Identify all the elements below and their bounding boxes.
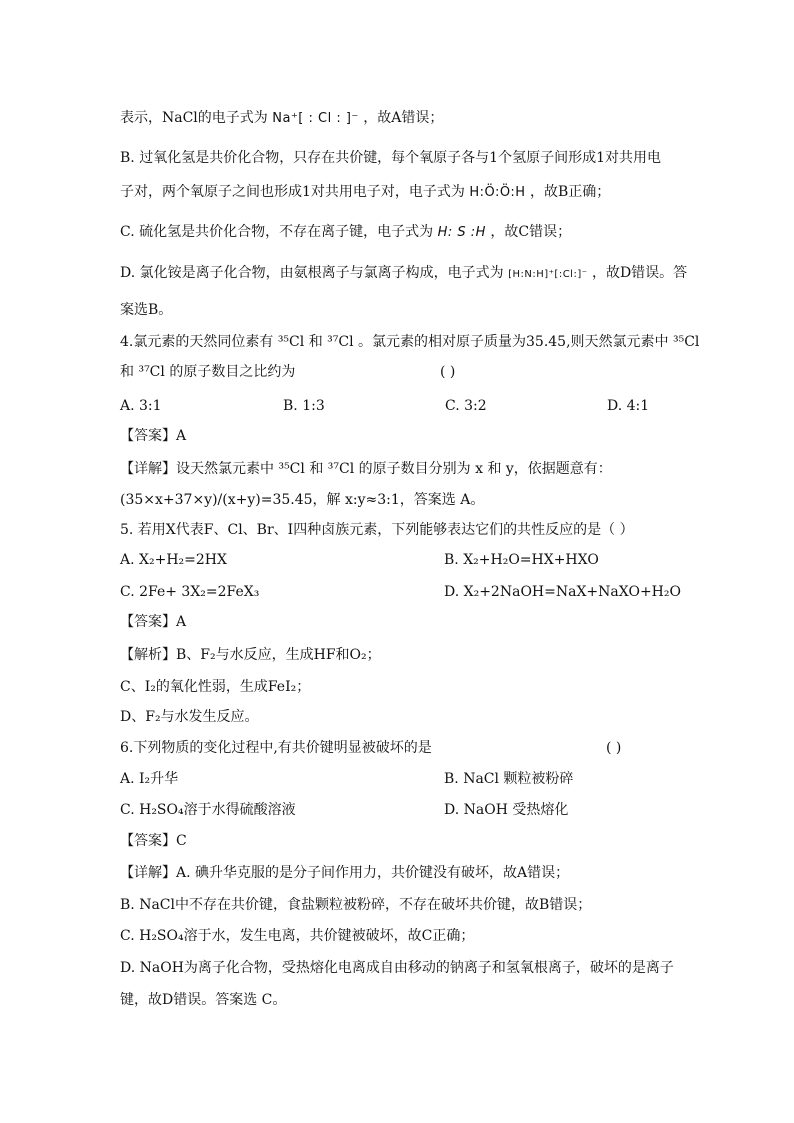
q5-analysis-d: D、F₂与水发生反应。 bbox=[120, 709, 259, 725]
q6-detail-a: 【详解】A. 碘升华克服的是分子间作用力，共价键没有破坏，故A错误； bbox=[120, 865, 570, 881]
text: ，故D错误。答 bbox=[591, 265, 688, 281]
q6-option-d: D. NaOH 受热熔化 bbox=[444, 802, 569, 818]
text: ，故B正确； bbox=[530, 184, 611, 200]
q6-answer: 【答案】C bbox=[120, 833, 187, 849]
q5-analysis-b: 【解析】B、F₂与水反应，生成HF和O₂； bbox=[120, 647, 381, 663]
q5-option-d: D. X₂+2NaOH=NaX+NaXO+H₂O bbox=[444, 584, 681, 600]
q4-answer: 【答案】A bbox=[120, 428, 187, 444]
nh4cl-electron-formula: [H:N:H]⁺[:Cl:]⁻ bbox=[508, 269, 588, 280]
text: 和 bbox=[120, 364, 134, 380]
line-b1: B. 过氧化氢是共价化合物，只存在共价键，每个氧原子各与1个氢原子间形成1对共用电 bbox=[120, 150, 662, 166]
text: 和 bbox=[309, 461, 324, 477]
q5-option-a: A. X₂+H₂=2HX bbox=[120, 552, 227, 568]
h2s-electron-formula: H: S :H bbox=[437, 225, 486, 240]
text: ，故A错误； bbox=[363, 110, 444, 126]
text: C. 硫化氢是共价化合物，不存在离子键，电子式为 bbox=[120, 224, 434, 240]
q6-detail-e: 键，故D错误。答案选 C。 bbox=[120, 992, 287, 1008]
q6-stem: 6.下列物质的变化过程中,有共价键明显被破坏的是 bbox=[120, 740, 432, 756]
text: D. 氯化铵是离子化合物，由氨根离子与氯离子构成，电子式为 bbox=[120, 265, 504, 281]
q6-detail-d: D. NaOH为离子化合物，受热熔化电离成自由移动的钠离子和氢氧根离子，破坏的是离子 bbox=[120, 960, 674, 976]
line-c1 bbox=[120, 222, 571, 243]
q5-stem: 5. 若用X代表F、Cl、Br、I四种卤族元素，下列能够表达它们的共性反应的是（ ） bbox=[120, 522, 634, 538]
q5-option-c: C. 2Fe+ 3X₂=2FeX₃ bbox=[120, 584, 260, 600]
q6-option-c: C. H₂SO₄溶于水得硫酸溶液 bbox=[120, 802, 296, 818]
text: 4.氯元素的天然同位素有 bbox=[120, 334, 274, 350]
isotope-cl37: ³⁷Cl bbox=[327, 334, 354, 350]
line-nacl bbox=[120, 108, 443, 129]
q6-option-b: B. NaCl 颗粒被粉碎 bbox=[444, 771, 574, 787]
q4-option-a: A. 3:1 bbox=[120, 398, 162, 414]
line-b2 bbox=[120, 182, 610, 203]
isotope-cl35: ³⁵Cl bbox=[278, 461, 305, 477]
text: 【详解】设天然氯元素中 bbox=[120, 461, 274, 477]
text: 。氯元素的相对原子质量为35.45,则天然氯元素中 bbox=[358, 334, 669, 350]
q6-detail-b: B. NaCl中不存在共价键，食盐颗粒被粉碎，不存在破坏共价键，故B错误； bbox=[120, 897, 592, 913]
q4-option-b: B. 1:3 bbox=[283, 398, 325, 414]
text: 表示，NaCl的电子式为 bbox=[120, 110, 268, 126]
q6-option-a: A. I₂升华 bbox=[120, 771, 179, 787]
isotope-cl35: ³⁵Cl bbox=[277, 334, 305, 350]
q6-detail-c: C. H₂SO₄溶于水，发生电离，共价键被破坏，故C正确； bbox=[120, 928, 475, 944]
text: 和 bbox=[308, 334, 323, 350]
q4-answer-paren: ( ) bbox=[440, 364, 456, 380]
nacl-electron-formula: Na⁺[ : Cl : ]⁻ bbox=[272, 111, 359, 126]
line-d2: 案选B。 bbox=[120, 302, 173, 318]
line-d1 bbox=[120, 263, 687, 285]
q5-analysis-c: C、I₂的氧化性弱，生成FeI₂； bbox=[120, 679, 311, 695]
q4-option-d: D. 4:1 bbox=[607, 398, 650, 414]
q4-option-c: C. 3:2 bbox=[445, 398, 487, 414]
q4-stem-line2 bbox=[120, 362, 295, 382]
q6-answer-paren: ( ) bbox=[606, 740, 622, 756]
q4-stem-line1 bbox=[120, 332, 699, 352]
isotope-cl37: ³⁷Cl bbox=[138, 364, 165, 380]
text: 的原子数目之比约为 bbox=[169, 364, 296, 380]
q4-detail-line1 bbox=[120, 459, 612, 479]
text: ，故C错误； bbox=[490, 224, 572, 240]
text: 的原子数目分别为 x 和 y，依据题意有： bbox=[358, 461, 612, 477]
q5-answer: 【答案】A bbox=[120, 614, 187, 630]
q5-option-b: B. X₂+H₂O=HX+HXO bbox=[444, 552, 599, 568]
text: 子对，两个氧原子之间也形成1对共用电子对，电子式为 bbox=[120, 184, 465, 200]
isotope-cl35: ³⁵Cl bbox=[673, 334, 700, 350]
h2o2-electron-formula: H:Ö:Ö:H bbox=[469, 185, 526, 200]
q4-detail-line2: (35×x+37×y)/(x+y)=35.45，解 x:y≈3:1，答案选 A。 bbox=[120, 492, 485, 508]
isotope-cl37: ³⁷Cl bbox=[327, 461, 355, 477]
